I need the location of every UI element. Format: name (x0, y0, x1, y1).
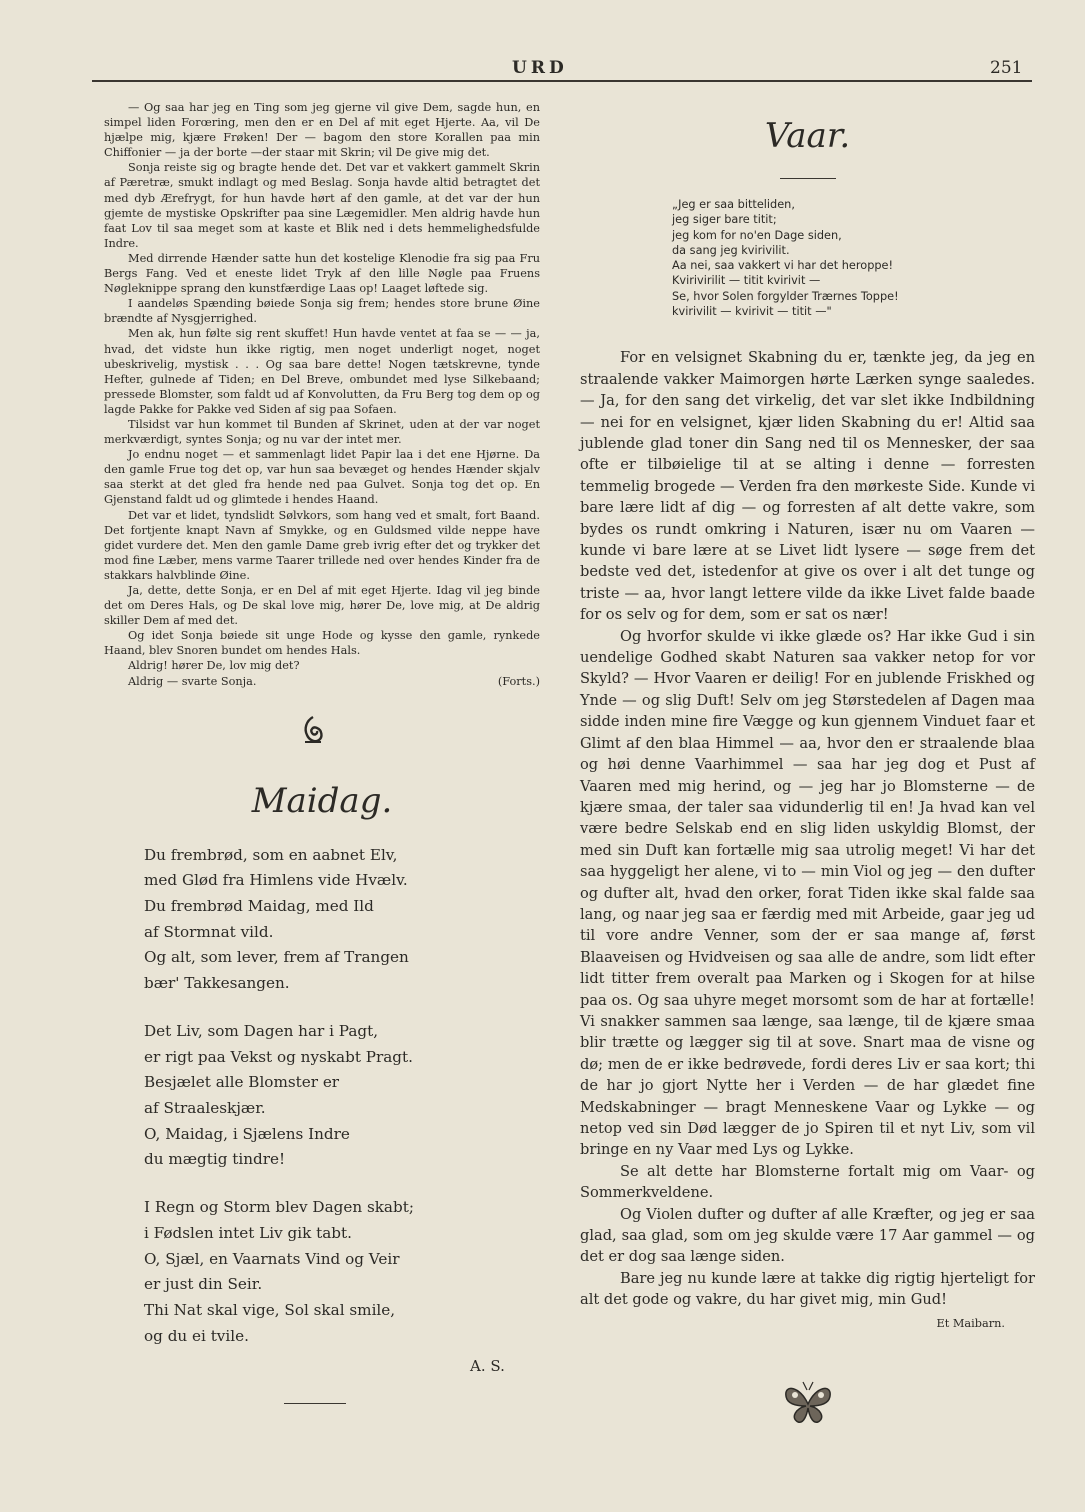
poem-line: i Fødslen intet Liv gik tabt. (144, 1223, 352, 1242)
poem-line: I Regn og Storm blev Dagen skabt; (144, 1198, 414, 1217)
poem-maidag (104, 843, 540, 1350)
poem-line: med Glød fra Himlens vide Hvælv. (144, 871, 408, 890)
poem-stanza (144, 843, 540, 997)
butterfly-icon (780, 1378, 836, 1428)
verse-line: Se, hvor Solen forgylder Trærnes Toppe! (672, 289, 899, 303)
story-paragraph: Med dirrende Hænder satte hun det kostelige Klenodie fra sig paa Fru Bergs Fang. Ved et eneste lidet Tryk af den lille Nøgle paa Fruens Nøgleknippe sprang den kunstfærdige Laas op! Laaget løftede sig. (104, 251, 540, 296)
poem-line: af Stormnat vild. (144, 922, 274, 941)
story-paragraph: Jo endnu noget — et sammenlagt lidet Papir laa i det ene Hjørne. Da den gamle Frue tog det op, var hun saa bevæget og hendes Hænder skjalv saa sterkt at det gled fra hende ned paa Gulvet. Sonja tog det op. En Gjenstand faldt ud og glimtede i hendes Haand. (104, 448, 540, 507)
lark-verse (580, 197, 1035, 319)
ornament-vignette-icon (300, 715, 326, 745)
poem-line: er just din Seir. (144, 1275, 263, 1294)
verse-line: da sang jeg kvirivilit. (672, 243, 790, 257)
verse-line: „Jeg er saa bitteliden, (672, 198, 795, 211)
verse-line: Kvirivirilit — titit kvirivit — (672, 274, 821, 288)
poem-line: Du frembrød, som en aabnet Elv, (144, 845, 398, 864)
story-paragraph: Aldrig! hører De, lov mig det? (128, 659, 300, 673)
story-last-line (104, 674, 540, 689)
poem-line: Og alt, som lever, frem af Trangen (144, 948, 409, 967)
story-paragraph: Sonja reiste sig og bragte hende det. Det var et vakkert gammelt Skrin af Pæretræ, smukt indlagt og med Beslag. Sonja havde altid betragtet det med dyb Ærefrygt, for hun havde hørt af den gamle, at det var der hun gjemte de mystiske Opskrifter paa sine Lægemidler. Men aldrig havde hun faat Lov til saa meget som at kaste et Blik ned i dets hemmelighedsfulde Indre. (104, 161, 540, 250)
article-paragraph: Se alt dette har Blomsterne fortalt mig om Vaar- og Sommerkveldene. (580, 1162, 1035, 1202)
article-paragraph: Bare jeg nu kunde lære at takke dig rigtig hjerteligt for alt det gode og vakre, du har givet mig, min Gud! (580, 1269, 1035, 1309)
poem-stanza (144, 1019, 540, 1173)
story-paragraph: Og idet Sonja bøiede sit unge Hode og kysse den gamle, rynkede Haand, blev Snoren bundet om hendes Hals. (104, 629, 540, 658)
poem-line: er rigt paa Vekst og nyskabt Pragt. (144, 1047, 413, 1066)
story-paragraph: Tilsidst var hun kommet til Bunden af Skrinet, uden at der var noget merkværdigt, syntes Sonja; og nu var der intet mer. (104, 417, 540, 447)
verse-line: jeg siger bare titit; (672, 213, 777, 227)
poem-line: Besjælet alle Blomster er (144, 1073, 340, 1092)
article-title: Vaar. (764, 116, 851, 156)
poem-stanza (144, 1195, 540, 1349)
story-final-sentence: Aldrig — svarte Sonja. (128, 674, 257, 688)
poem-line: Thi Nat skal vige, Sol skal smile, (144, 1300, 396, 1319)
journal-title: URD (512, 58, 568, 78)
article-paragraph: Og hvorfor skulde vi ikke glæde os? Har ikke Gud i sin uendelige Godhed skabt Naturen saa vakker netop for vor Skyld? — Hvor Vaaren er deilig! For en jublende Friskhed og Ynde — og slig Duft! Selv om jeg Størstedelen af Dagen maa sidde inden mine fire Vægge og kun gjennem Vinduet faar et Glimt af den blaa Himmel — aa, hvor den er straalende blaa og høi denne Vaarhimmel — saa har jeg dog et Pust af Vaaren med mig herind, og — jeg har jo Blomsterne — de kjære smaa, der taler saa vidunderlig til en! Ja hvad kan vel være bedre Selskab end en slig liden uskyldig Blomst, der med sin Duft kan fortælle mig saa utrolig meget! Vi har det saa hyggeligt her alene, vi to — min Viol og jeg — den dufter og dufter alt, hvad den orker, forat Tiden ikke skal falde saa lang, og naar jeg saa er færdig med mit Arbeide, gaar jeg ud til vore andre Venner, som der er saa mange af, først Blaaveisen og Hvidveisen og saa alle de andre, som lidt efter lidt titter frem overalt paa Marken og i Skogen for at hilse paa os. Og saa uhyre meget morsomt som de har at fortælle! Vi snakker sammen saa længe, saa længe, til de kjære smaa blir trætte og lægger sig til at sove. Snart maa de visne og dø; men de er ikke bedrøvede, fordi deres Liv er saa kort; thi de har jo gjort Nytte her i Verden — de har glædet fine Medskabninger — bragt Menneskene Vaar og Lykke — og netop ved sin Død lægger de jo Spiren til et nyt Liv, som vil bringe en ny Vaar med Lys og Lykke. (580, 627, 1035, 1159)
continued-marker: (Forts.) (497, 674, 540, 688)
story-paragraph: Ja, dette, dette Sonja, er en Del af mit eget Hjerte. Idag vil jeg binde det om Deres Hals, og De skal love mig, hører De, love mig, at De aldrig skiller Dem af med det. (104, 584, 540, 628)
right-column (580, 100, 1035, 1330)
poem-line: Du frembrød Maidag, med Ild (144, 897, 374, 916)
article-body (580, 347, 1035, 1310)
story-paragraph: Det var et lidet, tyndslidt Sølvkors, som hang ved et smalt, fort Baand. Det fortjente knapt Navn af Smykke, og en Guldsmed vilde neppe have gidet vurdere det. Men den gamle Dame greb ivrig efter det og trykker det mod fine Læber, mens varme Taarer trillede ned over hendes Kinder fra de stakkars halvblinde Øine. (104, 508, 540, 582)
title-rule (780, 178, 836, 179)
poem-line: bær' Takkesangen. (144, 974, 290, 993)
poem-line: O, Maidag, i Sjælens Indre (144, 1124, 350, 1143)
poem-line: af Straaleskjær. (144, 1098, 266, 1117)
page-number: 251 (990, 58, 1023, 78)
article-signature: Et Maibarn. (936, 1316, 1005, 1330)
left-column (104, 100, 540, 1404)
story-paragraph: Men ak, hun følte sig rent skuffet! Hun havde ventet at faa se — — ja, hvad, det vidste hun ikke rigtig, men noget underligt noget, noget ubeskrivelig, mystisk . . . Og saa bare dette! Nogen tætskrevne, tynde Hefter, gulnede af Tiden; en Del Breve, ombundet med lyse Silkebaand; pressede Blomster, som faldt ud af Konvolutten, da Fru Berg tog dem op og lagde Pakke for Pakke ved Siden af sig paa Sofaen. (104, 327, 540, 416)
verse-line: kvirivilit — kvirivit — titit —" (672, 305, 832, 319)
story-paragraph: — Og saa har jeg en Ting som jeg gjerne vil give Dem, sagde hun, en simpel liden Forœring, men den er en Del af mit eget Hjerte. Aa, vil De hjælpe mig, kjære Frøken! Der — bagom den store Korallen paa min Chiffonier — ja der borte —der staar mit Skrin; vil De give mig det. (104, 101, 540, 160)
article-paragraph: For en velsignet Skabning du er, tænkte jeg, da jeg en straalende vakker Maimorgen hørte Lærken synge saaledes. — Ja, for den sang det virkelig, det var slet ikke Indbildning — nei for en velsignet, kjær liden Skabning du er! Altid saa jublende glad toner din Sang ned til os Mennesker, der saa ofte er tilbøielige til at se alting i denne — forresten temmelig brogede — Verden fra den mørkeste Side. Kunde vi bare lære lidt af dig — og forresten af alt dette vakre, som bydes os rundt omkring i Naturen, især nu om Vaaren — kunde vi bare lære at se Livet lidt lysere — søge frem det bedste ved det, istedenfor at give os over i alt det tunge og triste — aa, hvor langt lettere vilde da ikke Livet falde baade for os selv og for dem, som er sat os nær! (580, 349, 1035, 624)
story-continuation (104, 100, 540, 689)
verse-line: Aa nei, saa vakkert vi har det heroppe! (672, 259, 894, 273)
verse-line: jeg kom for no'en Dage siden, (672, 228, 842, 242)
story-paragraph: I aandeløs Spænding bøiede Sonja sig frem; hendes store brune Øine brændte af Nysgjerrighed. (104, 297, 540, 326)
poem-signature: A. S. (470, 1357, 505, 1376)
poem-line: og du ei tvile. (144, 1326, 249, 1345)
article-paragraph: Og Violen dufter og dufter af alle Kræfter, og jeg er saa glad, saa glad, som om jeg skulde være 17 Aar gammel — og det er dog saa længe siden. (580, 1205, 1035, 1266)
poem-title: Maidag. (251, 780, 393, 821)
closing-rule (284, 1403, 346, 1404)
poem-line: du mægtig tindre! (144, 1150, 286, 1169)
poem-line: Det Liv, som Dagen har i Pagt, (144, 1021, 379, 1040)
header-rule (92, 80, 1032, 82)
poem-line: O, Sjæl, en Vaarnats Vind og Veir (144, 1249, 400, 1268)
